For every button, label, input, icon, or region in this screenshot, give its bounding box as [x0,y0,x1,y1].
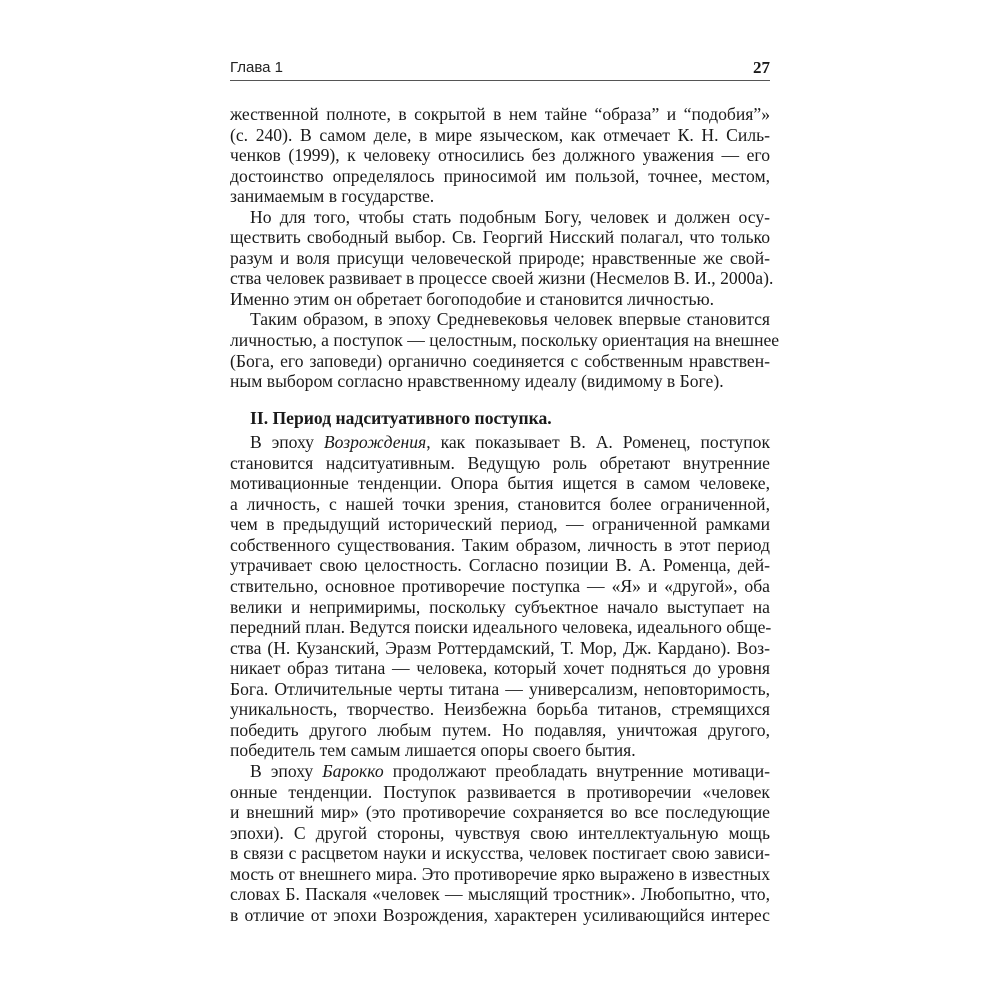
chapter-title: Глава 1 [230,59,284,76]
italic-term: Возрождения [323,432,427,453]
text-line: онные тенденции. Поступок развивается в противоречии «человек [230,781,770,802]
text-line: мотивационные тенденции. Опора бытия ищется в самом человеке, [230,473,770,494]
text-line: и внешний мир» (это противоречие сохраняется во все последующие [230,802,770,823]
text-segment: , как показывает В. А. Роменец, поступок [426,432,770,453]
text-line: Именно этим он обретает богоподобие и становится личностью. [230,288,715,309]
text-line: ществить свободный выбор. Св. Георгий Нисский полагал, что только [230,227,770,248]
text-line: Бога. Отличительные черты титана — универсализм, неповторимость, [230,678,770,699]
text-line: а личность, с нашей точки зрения, становится более ограниченной, [230,493,770,514]
section-heading: II. Период надситуативного поступка. [250,407,552,428]
page-number: 27 [753,58,770,77]
text-line: ства человек развивает в процессе своей жизни (Несмелов В. И., 2000а). [230,268,774,289]
text-line: в связи с расцветом науки и искусства, человек постигает свою зависи- [230,843,770,864]
text-line: ства (Н. Кузанский, Эразм Роттердамский, Т. Мор, Дж. Кардано). Воз- [230,637,770,658]
text-line: никает образ титана — человека, который хочет подняться до уровня [230,658,770,679]
text-line: (с. 240). В самом деле, в мире языческом, как отмечает К. Н. Силь- [230,124,770,145]
text-line: в отличие от эпохи Возрождения, характерен усиливающийся интерес [230,904,770,925]
text-segment: В эпоху [250,760,323,781]
page-body [230,104,780,925]
running-header [230,58,770,81]
paragraph [230,206,774,310]
text-line: ствительно, основное противоречие поступка — «Я» и «другой», оба [230,576,770,597]
text-line: (Бога, его заповеди) органично соединяется с собственным нравствен- [230,350,770,371]
text-line: ным выбором согласно нравственному идеалу (видимому в Боге). [230,371,724,392]
text-line: собственного существования. Таким образом, личность в этот период [230,534,770,555]
text-segment: продолжают преобладать внутренние мотиваци- [383,760,770,781]
paragraph [230,761,770,925]
text-line: становится надситуативным. Ведущую роль обретают внутренние [230,452,770,473]
text-line: Но для того, чтобы стать подобным Богу, человек и должен осу- [250,206,770,227]
text-line: велики и непримиримы, поскольку субъектное начало выступает на [230,596,770,617]
paragraph [230,104,770,207]
text-line: мость от внешнего мира. Это противоречие ярко выражено в известных [230,863,770,884]
text-line: жественной полноте, в сокрытой в нем тайне “образа” и “подобия”» [230,104,770,124]
text-line: Таким образом, в эпоху Средневековья человек впервые становится [250,309,770,330]
text-segment: В эпоху [250,432,324,453]
text-line: утрачивает свою целостность. Согласно позиции В. А. Роменца, дей- [230,555,770,576]
text-line: занимаемым в государстве. [230,186,435,207]
text-line: уникальность, творчество. Неизбежна борьба титанов, стремящихся [230,699,770,720]
text-line: личностью, а поступок — целостным, поскольку ориентация на внешнее [230,330,780,351]
italic-term: Барокко [322,760,384,781]
text-line: победитель тем самым лишается опоры своего бытия. [230,740,636,761]
paragraph [230,309,780,392]
text-line: разум и воля присущи человеческой природе; нравственные же свой- [230,247,770,268]
text-line [230,761,770,782]
text-line: победить другого любым путем. Но подавляя, уничтожая другого, [230,719,770,740]
text-line: ченков (1999), к человеку относились без должного уважения — его [230,145,770,166]
text-line: словах Б. Паскаля «человек — мыслящий тростник». Любопытно, что, [230,884,770,905]
paragraph [230,432,770,761]
text-line [230,432,770,453]
text-line: эпохи). С другой стороны, чувствуя свою интеллектуальную мощь [230,822,770,843]
text-line: достоинство определялось приносимой им пользой, точнее, местом, [230,165,770,186]
text-line: передний план. Ведутся поиски идеального человека, идеального обще- [230,617,772,638]
text-line: чем в предыдущий исторический период, — ограниченной рамками [230,514,770,535]
